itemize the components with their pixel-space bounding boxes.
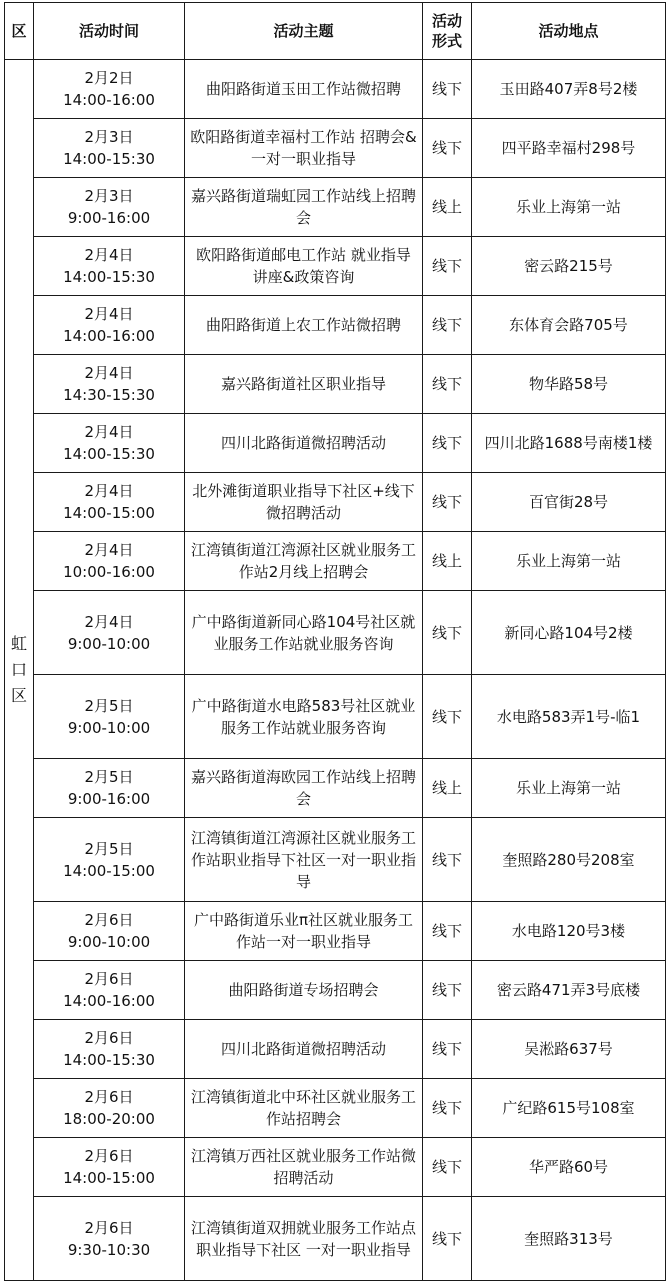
time-cell: [34, 1020, 185, 1079]
format-cell: 线下: [423, 355, 472, 414]
table-row: [5, 355, 666, 414]
location-cell: 四川北路1688号南楼1楼: [472, 414, 666, 473]
date-text: 2月4日: [84, 423, 134, 441]
topic-cell: 嘉兴路街道社区职业指导: [185, 355, 423, 414]
time-cell: [34, 759, 185, 818]
location-cell: 玉田路407弄8号2楼: [472, 60, 666, 119]
table-row: [5, 759, 666, 818]
time-cell: [34, 296, 185, 355]
location-cell: 水电路120号3楼: [472, 902, 666, 961]
format-cell: 线下: [423, 1079, 472, 1138]
date-text: 2月3日: [84, 187, 134, 205]
time-text: 14:00-16:00: [63, 91, 155, 109]
time-text: 9:00-10:00: [67, 933, 151, 951]
header-location: 活动地点: [472, 3, 666, 60]
format-cell: 线下: [423, 414, 472, 473]
topic-cell: 曲阳路街道专场招聘会: [185, 961, 423, 1020]
date-text: 2月4日: [84, 364, 134, 382]
format-cell: 线下: [423, 1020, 472, 1079]
table-row: [5, 178, 666, 237]
date-text: 2月4日: [84, 305, 134, 323]
location-cell: 吴淞路637号: [472, 1020, 666, 1079]
time-cell: [34, 178, 185, 237]
time-text: 14:00-16:00: [63, 327, 155, 345]
format-cell: 线下: [423, 296, 472, 355]
time-text: 9:00-16:00: [67, 209, 151, 227]
location-cell: 乐业上海第一站: [472, 759, 666, 818]
time-cell: [34, 675, 185, 759]
time-cell: [34, 1197, 185, 1281]
topic-cell: 欧阳路街道邮电工作站 就业指导讲座&政策咨询: [185, 237, 423, 296]
format-cell: 线下: [423, 818, 472, 902]
date-text: 2月5日: [84, 696, 134, 715]
date-text: 2月6日: [84, 1088, 134, 1106]
format-cell: 线下: [423, 675, 472, 759]
time-text: 14:00-15:30: [63, 445, 155, 463]
table-row: [5, 414, 666, 473]
time-text: 18:00-20:00: [63, 1110, 155, 1128]
table-row: [5, 1138, 666, 1197]
header-time: 活动时间: [34, 3, 185, 60]
time-text: 9:00-10:00: [67, 634, 151, 653]
time-cell: [34, 818, 185, 902]
topic-cell: 四川北路街道微招聘活动: [185, 414, 423, 473]
table-row: [5, 119, 666, 178]
topic-cell: 曲阳路街道上农工作站微招聘: [185, 296, 423, 355]
format-cell: 线下: [423, 902, 472, 961]
activity-table: [4, 2, 666, 1281]
table-row: [5, 1079, 666, 1138]
topic-cell: 广中路街道乐业π社区就业服务工作站一对一职业指导: [185, 902, 423, 961]
table-row: [5, 532, 666, 591]
header-row: [5, 3, 666, 60]
time-cell: [34, 532, 185, 591]
topic-cell: 江湾镇街道江湾源社区就业服务工作站2月线上招聘会: [185, 532, 423, 591]
time-cell: [34, 961, 185, 1020]
date-text: 2月6日: [84, 911, 134, 929]
topic-cell: 江湾镇万西社区就业服务工作站微招聘活动: [185, 1138, 423, 1197]
location-cell: 水电路583弄1号-临1: [472, 675, 666, 759]
table-row: [5, 296, 666, 355]
time-text: 9:00-16:00: [67, 790, 151, 808]
table-row: [5, 1197, 666, 1281]
time-cell: [34, 237, 185, 296]
time-cell: [34, 355, 185, 414]
date-text: 2月6日: [84, 1218, 134, 1237]
date-text: 2月4日: [84, 612, 134, 631]
location-cell: 奎照路313号: [472, 1197, 666, 1281]
district-cell: [5, 60, 34, 1281]
time-text: 14:00-15:00: [63, 504, 155, 522]
location-cell: 广纪路615号108室: [472, 1079, 666, 1138]
date-text: 2月6日: [84, 970, 134, 988]
time-cell: [34, 473, 185, 532]
table-row: [5, 237, 666, 296]
time-cell: [34, 414, 185, 473]
format-cell: 线下: [423, 473, 472, 532]
date-text: 2月5日: [84, 768, 134, 786]
format-cell: 线下: [423, 119, 472, 178]
topic-cell: 四川北路街道微招聘活动: [185, 1020, 423, 1079]
location-cell: 密云路471弄3号底楼: [472, 961, 666, 1020]
table-row: [5, 60, 666, 119]
location-cell: 物华路58号: [472, 355, 666, 414]
time-cell: [34, 1079, 185, 1138]
date-text: 2月5日: [84, 839, 134, 858]
table-row: [5, 1020, 666, 1079]
location-cell: 新同心路104号2楼: [472, 591, 666, 675]
time-text: 10:00-16:00: [63, 563, 155, 581]
date-text: 2月3日: [84, 128, 134, 146]
location-cell: 奎照路280号208室: [472, 818, 666, 902]
location-cell: 华严路60号: [472, 1138, 666, 1197]
format-cell: 线下: [423, 60, 472, 119]
table-row: [5, 473, 666, 532]
time-cell: [34, 902, 185, 961]
table-row: [5, 675, 666, 759]
topic-cell: 曲阳路街道玉田工作站微招聘: [185, 60, 423, 119]
time-text: 14:00-15:00: [63, 1169, 155, 1187]
topic-cell: 嘉兴路街道海欧园工作站线上招聘会: [185, 759, 423, 818]
topic-cell: 北外滩街道职业指导下社区+线下微招聘活动: [185, 473, 423, 532]
topic-cell: 欧阳路街道幸福村工作站 招聘会&一对一职业指导: [185, 119, 423, 178]
header-district: 区: [5, 3, 34, 60]
date-text: 2月4日: [84, 482, 134, 500]
header-format: 活动形式: [423, 3, 472, 60]
format-cell: 线上: [423, 178, 472, 237]
district-label: 虹口区: [10, 634, 27, 705]
format-cell: 线上: [423, 759, 472, 818]
location-cell: 乐业上海第一站: [472, 178, 666, 237]
location-cell: 密云路215号: [472, 237, 666, 296]
time-text: 14:00-15:30: [63, 150, 155, 168]
location-cell: 乐业上海第一站: [472, 532, 666, 591]
date-text: 2月4日: [84, 246, 134, 264]
time-text: 9:00-10:00: [67, 718, 151, 737]
topic-cell: 江湾镇街道江湾源社区就业服务工作站职业指导下社区一对一职业指导: [185, 818, 423, 902]
time-text: 14:00-16:00: [63, 992, 155, 1010]
table-row: [5, 818, 666, 902]
location-cell: 四平路幸福村298号: [472, 119, 666, 178]
topic-cell: 江湾镇街道双拥就业服务工作站点职业指导下社区 一对一职业指导: [185, 1197, 423, 1281]
format-cell: 线下: [423, 237, 472, 296]
format-cell: 线下: [423, 1197, 472, 1281]
date-text: 2月2日: [84, 69, 134, 87]
header-topic: 活动主题: [185, 3, 423, 60]
format-cell: 线上: [423, 532, 472, 591]
time-cell: [34, 1138, 185, 1197]
topic-cell: 嘉兴路街道瑞虹园工作站线上招聘会: [185, 178, 423, 237]
topic-cell: 江湾镇街道北中环社区就业服务工作站招聘会: [185, 1079, 423, 1138]
time-text: 9:30-10:30: [67, 1240, 151, 1259]
date-text: 2月6日: [84, 1029, 134, 1047]
topic-cell: 广中路街道新同心路104号社区就业服务工作站就业服务咨询: [185, 591, 423, 675]
location-cell: 东体育会路705号: [472, 296, 666, 355]
table-row: [5, 902, 666, 961]
time-text: 14:30-15:30: [63, 386, 155, 404]
format-cell: 线下: [423, 961, 472, 1020]
time-cell: [34, 60, 185, 119]
format-cell: 线下: [423, 1138, 472, 1197]
time-text: 14:00-15:30: [63, 268, 155, 286]
date-text: 2月4日: [84, 541, 134, 559]
time-cell: [34, 119, 185, 178]
table-row: [5, 591, 666, 675]
location-cell: 百官街28号: [472, 473, 666, 532]
table-row: [5, 961, 666, 1020]
topic-cell: 广中路街道水电路583号社区就业服务工作站就业服务咨询: [185, 675, 423, 759]
time-text: 14:00-15:00: [63, 861, 155, 880]
time-cell: [34, 591, 185, 675]
time-text: 14:00-15:30: [63, 1051, 155, 1069]
date-text: 2月6日: [84, 1147, 134, 1165]
format-cell: 线下: [423, 591, 472, 675]
